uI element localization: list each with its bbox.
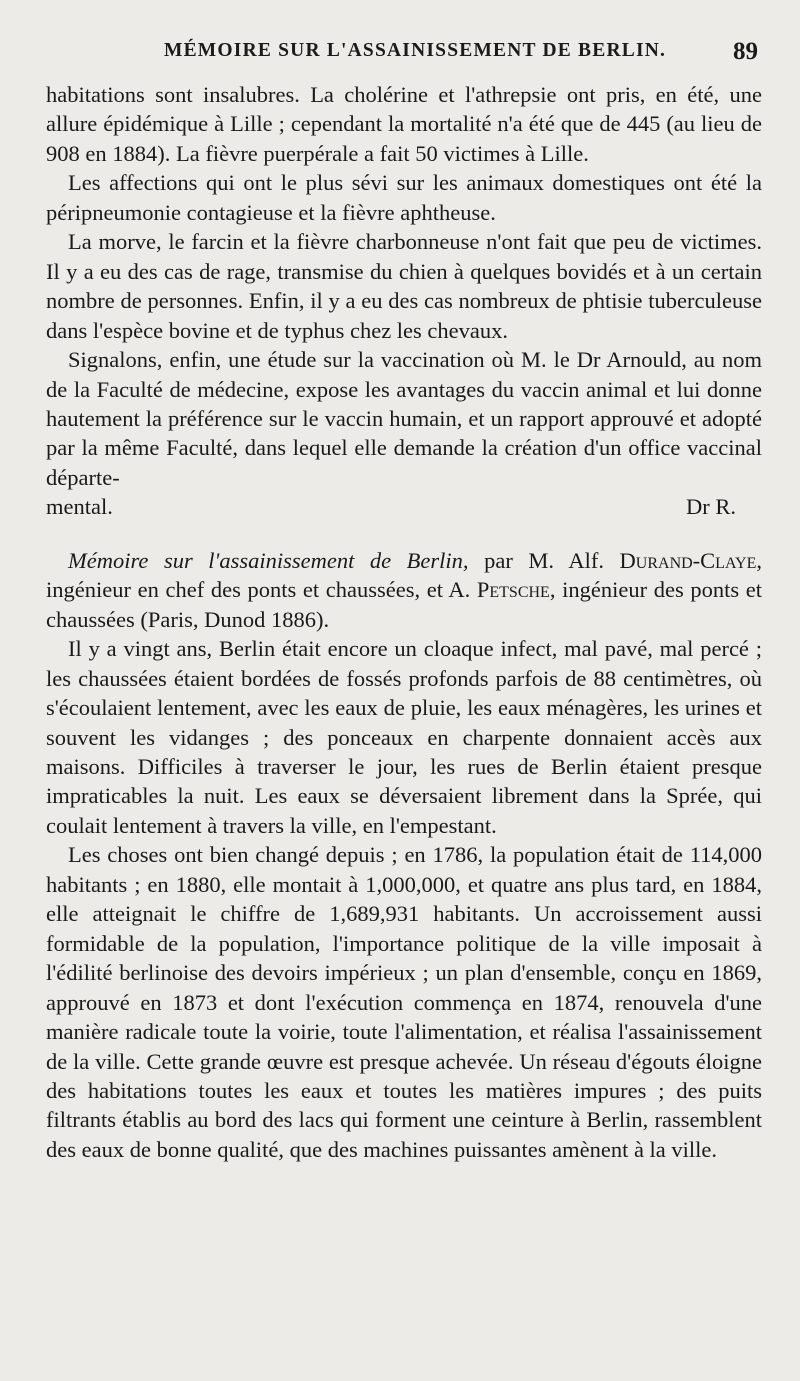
review-mid: , ingénieur en chef des ponts et chaussées, et A. [46, 547, 762, 603]
review-by: par M. Alf. [468, 547, 620, 573]
author-signature: Dr R. [686, 494, 736, 520]
section-gap [46, 522, 762, 546]
signature-line [46, 492, 762, 521]
document-page [0, 38, 800, 1381]
review-citation [46, 546, 762, 634]
author-petsche: Petsche [476, 577, 550, 603]
paragraph-animal-diseases: Les affections qui ont le plus sévi sur les animaux domestiques ont été la péripneumonie contagieuse et la fièvre aphtheuse. [46, 170, 762, 225]
paragraph-vaccination-end: mental. [46, 494, 113, 520]
paragraph-berlin-change: Les choses ont bien changé depuis ; en 1786, la population était de 114,000 habitants ; en 1880, elle montait à 1,000,000, et quatre ans plus tard, en 1884, elle atteignait le chiffre de 1,689,931 habitants. Un accroissement aussi formidable de la population, l'importance politique de la ville imposait à l'édilité berlinoise des devoirs impérieux ; un plan d'ensemble, conçu en 1869, approuvé en 1873 et dont l'exécution commença en 1874, renouvela d'une manière radicale toute la voirie, toute l'alimentation, et réalisa l'assainissement de la ville. Cette grande œuvre est presque achevée. Un réseau d'égouts éloigne des habitations toutes les eaux et toutes les matières impures ; des puits filtrants établis au bord des lacs qui forment une ceinture à Berlin, rassemblent des eaux de bonne qualité, que des machines puissantes amènent à la ville. [46, 842, 762, 1162]
running-title: MÉMOIRE SUR L'ASSAINISSEMENT DE BERLIN. [164, 40, 667, 61]
author-durand-claye: Durand-Claye [619, 547, 757, 573]
paragraph-berlin-past: Il y a vingt ans, Berlin était encore un cloaque infect, mal pavé, mal percé ; les chaussées étaient bordées de fossés profonds parfois de 88 centimètres, où s'écoulaient lentement, avec les eaux de pluie, les eaux ménagères, les urines et souvent les vidanges ; des ponceaux en charpente donnaient accès aux maisons. Difficiles à traverser le jour, les rues de Berlin étaient presque impraticables la nuit. Les eaux se déversaient librement dans la Sprée, qui coulait lentement à travers la ville, en l'empestant. [46, 636, 762, 838]
paragraph-continuation: habitations sont insalubres. La cholérine et l'athrepsie ont pris, en été, une allure épidémique à Lille ; cependant la mortalité n'a été que de 445 (au lieu de 908 en 1884). La fièvre puerpérale a fait 50 victimes à Lille. [46, 82, 762, 166]
page-number: 89 [733, 38, 758, 65]
review-end: , ingénieur des ponts et chaussées (Paris, Dunod 1886). [46, 577, 762, 632]
paragraph-morve: La morve, le farcin et la fièvre charbonneuse n'ont fait que peu de victimes. Il y a eu des cas de rage, transmise du chien à quelques bovidés et à un certain nombre de personnes. Enfin, il y a eu des cas nombreux de phtisie tuberculeuse dans l'espèce bovine et de typhus chez les chevaux. [46, 229, 762, 343]
review-title: Mémoire sur l'assainissement de Berlin, [68, 547, 469, 573]
body-text [46, 80, 762, 1164]
running-header [46, 38, 762, 88]
paragraph-vaccination: Signalons, enfin, une étude sur la vaccination où M. le Dr Arnould, au nom de la Faculté de médecine, expose les avantages du vaccin animal et lui donne hautement la préférence sur le vaccin humain, et un rapport approuvé et adopté par la même Faculté, dans lequel elle demande la création d'un office vaccinal départe- [46, 347, 762, 490]
